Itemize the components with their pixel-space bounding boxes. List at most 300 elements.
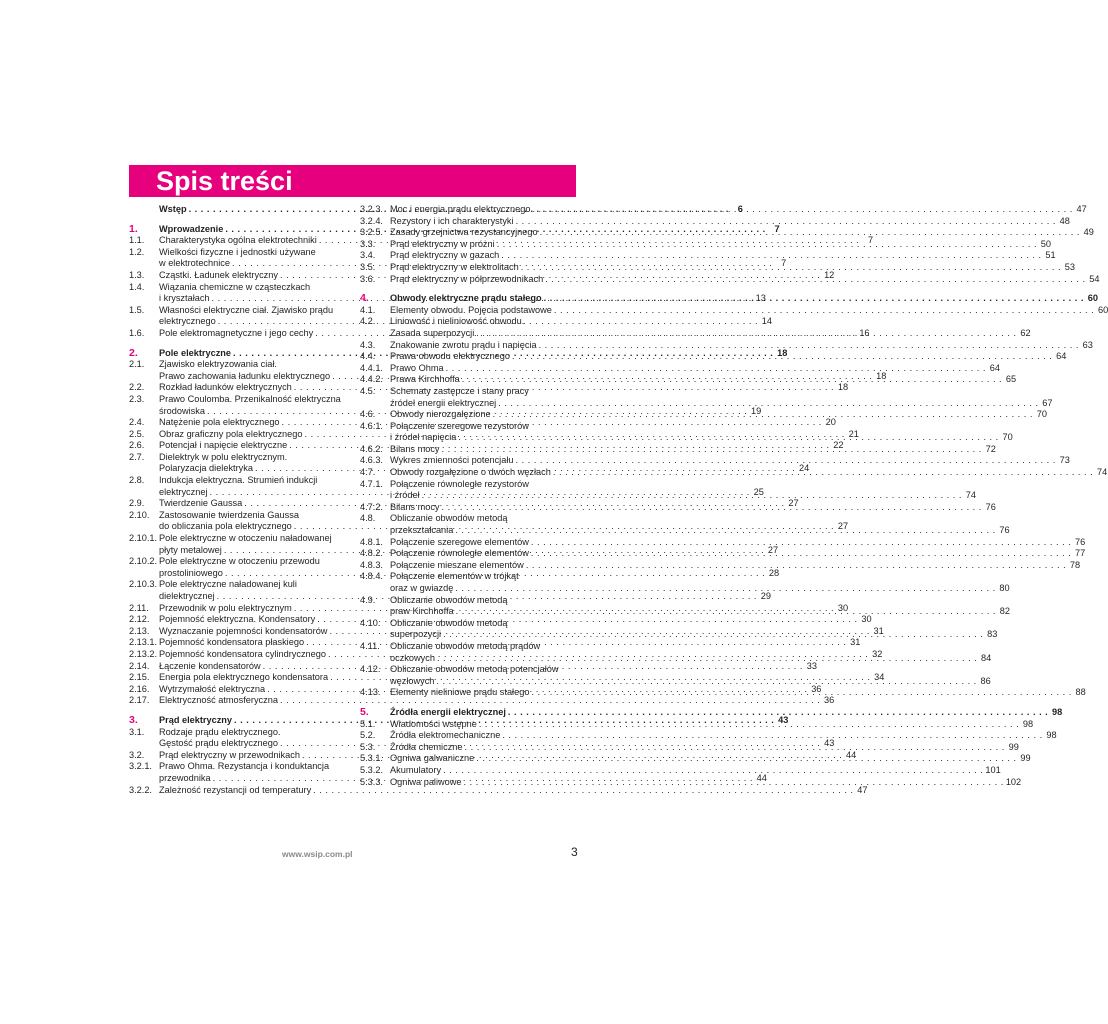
toc-entry-page: 53 [1064, 261, 1075, 272]
toc-entry-title: Elektryczność atmosferyczna [159, 695, 278, 706]
toc-entry-title: praw Kirchhoffa [390, 606, 454, 617]
toc-entry-title: i kryształach [159, 293, 210, 304]
toc-entry-number: 2.12. [129, 614, 150, 625]
toc-entry-number: 4.1. [360, 304, 376, 315]
toc-entry-page: 86 [980, 675, 991, 686]
toc-entry-title: Prawa obwodu elektrycznego [390, 351, 511, 362]
toc-entry-title: elektrycznego [159, 316, 216, 327]
toc-entry-number: 2.5. [129, 428, 145, 439]
toc-entry [129, 695, 835, 707]
toc-entry-page: 70 [1002, 432, 1013, 443]
toc-entry-number: 2.10.2. [129, 556, 158, 567]
toc-entry-number: 3.2.3. [360, 204, 383, 214]
toc-entry-page: 84 [981, 652, 992, 663]
dot-leader [508, 707, 1048, 719]
toc-entry-title: Prąd elektryczny w gazach [390, 250, 500, 261]
toc-entry-page: 12 [824, 269, 835, 280]
toc-entry-title: oczkowych [390, 652, 435, 663]
toc-entry-title: Własności elektryczne ciał. Zjawisko prądu [159, 304, 334, 315]
dot-leader [493, 409, 1033, 421]
toc-entry-number: 4.4. [360, 351, 376, 362]
toc-entry-page: 7 [774, 223, 780, 234]
toc-entry-number: 2.9. [129, 498, 145, 509]
toc-entry-number: 5.3. [360, 741, 376, 752]
toc-entry-page: 36 [824, 695, 835, 706]
toc-entry-number: 5.3.1. [360, 753, 383, 764]
toc-entry-title: Schematy zastępcze i stany pracy [390, 385, 529, 396]
toc-entry-title: Twierdzenie Gaussa [159, 498, 243, 509]
toc-entry [360, 339, 1093, 352]
toc-entry-title: prostoliniowego [159, 567, 223, 578]
toc-entry-number: 1. [129, 222, 138, 235]
dot-leader [437, 653, 977, 665]
toc-entry-title: Obwody nierozgałęzione [390, 409, 491, 420]
toc-entry-page: 82 [999, 606, 1010, 617]
toc-entry-title: Rodzaje prądu elektrycznego. [159, 726, 281, 737]
toc-entry-page: 63 [1082, 339, 1093, 350]
toc-entry-number: 4.7. [360, 467, 376, 478]
toc-entry-title: Pole elektromagnetyczne i jego cechy [159, 327, 314, 338]
toc-entry-page: 13 [755, 293, 766, 304]
dot-leader [540, 227, 1080, 239]
toc-entry-number: 3.5. [360, 261, 376, 272]
toc-entry-page: 99 [1020, 753, 1031, 764]
toc-entry-title: Prawo Ohma. Rezystancja i konduktancja [159, 761, 330, 772]
dot-leader [502, 730, 1042, 742]
toc-entry-page: 20 [825, 417, 836, 428]
toc-entry-number: 3. [129, 713, 138, 726]
toc-entry-title: superpozycji [390, 629, 442, 640]
dot-leader [443, 629, 983, 641]
page-number: 3 [571, 845, 578, 859]
toc-entry-number: 3.3. [360, 238, 376, 249]
toc-entry-title: Elementy nieliniowe prądu stałego [390, 687, 530, 698]
toc-entry-page: 44 [846, 749, 857, 760]
toc-entry-page: 50 [1040, 238, 1051, 249]
toc-entry-title: Pojemność kondensatora płaskiego [159, 637, 305, 648]
toc-entry-number: 3.2.1. [129, 761, 152, 772]
toc-entry-number: 1.2. [129, 246, 145, 257]
toc-entry-page: 64 [989, 362, 1000, 373]
toc-entry-title: Rezystory i ich charakterystyki [390, 215, 514, 226]
toc-entry-title: Prawo zachowania ładunku elektrycznego [159, 370, 331, 381]
toc-entry-number: 2. [129, 346, 138, 359]
toc-entry-number: 4.7.1. [360, 478, 383, 489]
toc-entry-title: Ogniwa paliwowe [390, 776, 462, 787]
toc-entry-title: Pole elektryczne w otoczeniu przewodu [159, 556, 320, 567]
toc-entry-page: 74 [1096, 467, 1108, 478]
toc-entry [360, 227, 1094, 239]
toc-entry-page: 18 [837, 382, 849, 393]
toc-entry-number: 2.11. [129, 602, 149, 613]
toc-entry-number: 1.6. [129, 327, 145, 338]
toc-entry-title: Charakterystyka ogólna elektrotechniki [159, 235, 317, 246]
toc-entry-page: 27 [837, 521, 849, 532]
toc-entry [360, 215, 1070, 228]
toc-entry-page: 34 [874, 672, 885, 683]
toc-entry-page: 80 [999, 583, 1010, 593]
dot-leader [465, 742, 1005, 754]
toc-entry-page: 48 [1059, 215, 1070, 226]
dot-leader [539, 340, 1079, 352]
toc-entry-title: Bilans mocy [390, 501, 440, 512]
toc-entry-number: 3.2.2. [129, 784, 152, 795]
toc-entry-title: Wyznaczanie pojemności kondensatorów [159, 625, 328, 636]
toc-entry [360, 204, 1087, 216]
toc-entry-number: 5.3.2. [360, 764, 383, 775]
dot-leader [516, 216, 1056, 228]
toc-entry-page: 28 [768, 567, 780, 578]
toc-entry-number: 4.6.2. [360, 443, 383, 454]
toc-entry-title: Obraz graficzny pola elektrycznego [159, 428, 303, 439]
toc-entry-title: Wiadomości wstępne [390, 718, 477, 729]
dot-leader [476, 328, 1016, 340]
toc-entry-page: 51 [1045, 250, 1056, 261]
toc-entry-number: 3.2.5. [360, 227, 383, 238]
toc-entry [360, 261, 1075, 274]
dot-leader [462, 374, 1002, 386]
toc-entry-page: 76 [999, 525, 1010, 536]
dot-leader [442, 444, 982, 456]
toc-entry-title: węzłowych [390, 675, 435, 686]
toc-entry-number: 2.2. [129, 382, 145, 393]
toc-entry-title: Pojemność kondensatora cylindrycznego [159, 648, 326, 659]
dot-leader [526, 560, 1066, 572]
toc-entry-number: 5.2. [360, 730, 376, 741]
toc-entry [360, 536, 1086, 549]
dot-leader [458, 432, 998, 444]
toc-entry-title: Wstęp [159, 204, 187, 214]
toc-entry-title: Pojemność elektryczna. Kondensatory [159, 614, 316, 625]
toc-entry-number: 5.3.3. [360, 776, 383, 787]
toc-entry-title: przekształcania [390, 525, 454, 536]
toc-entry-title: Łączenie kondensatorów [159, 660, 261, 671]
toc-entry-number: 4.8.4. [360, 571, 383, 582]
toc-entry-title: Zależność rezystancji od temperatury [159, 784, 312, 795]
toc-entry-page: 101 [985, 764, 1001, 775]
toc-entry-page: 83 [987, 629, 998, 640]
toc-entry-title: Dielektryk w polu elektrycznym. [159, 451, 288, 462]
toc-entry-number: 3.6. [360, 273, 376, 284]
toc-entry-number: 4.10. [360, 617, 381, 628]
dot-leader [531, 537, 1071, 549]
toc-entry-title: Obliczanie obwodów metodą [390, 594, 508, 605]
dot-leader [532, 204, 1072, 216]
dot-leader [464, 777, 1004, 789]
toc-entry-page: 24 [799, 463, 810, 474]
toc-entry [360, 730, 1057, 742]
toc-entry-title: Moc i energia prądu elektrycznego [390, 204, 531, 214]
toc-entry-number: 4.3. [360, 339, 376, 350]
dot-leader [554, 305, 1094, 317]
toc-entry-page: 31 [873, 625, 884, 636]
dot-leader [498, 398, 1038, 410]
toc-entry-page: 98 [1046, 730, 1057, 741]
dot-leader [443, 765, 983, 777]
dot-leader [531, 548, 1071, 560]
toc-entry [129, 784, 868, 797]
toc-entry-title: Polaryzacja dielektryka [159, 463, 253, 474]
toc-entry-page: 49 [1083, 227, 1094, 238]
toc-entry-number: 2.6. [129, 440, 145, 451]
toc-entry-title: Pole elektryczne [159, 347, 232, 358]
dot-leader [497, 239, 1037, 251]
toc-entry-number: 3.4. [360, 250, 376, 261]
toc-entry-title: dielektrycznej [159, 591, 215, 601]
toc-entry-title: Obwody elektryczne prądu stałego [390, 293, 542, 304]
toc-entry-number: 4.11. [360, 640, 380, 651]
title-bar [129, 165, 576, 197]
toc-entry-page: 31 [850, 637, 861, 648]
toc-entry-page: 18 [876, 370, 887, 381]
toc-entry-title: Zjawisko elektryzowania ciał. [159, 359, 277, 370]
toc-entry-number: 2.10. [129, 509, 150, 520]
toc-entry-page: 47 [857, 784, 868, 795]
toc-entry-title: Obwody rozgałęzione o dwóch węzłach [390, 467, 551, 478]
toc-entry-number: 2.13.2. [129, 648, 158, 659]
toc-entry-title: Liniowość i nieliniowość obwodu. [390, 316, 525, 327]
toc-entry [360, 304, 1108, 317]
toc-entry-page: 32 [872, 648, 883, 659]
dot-leader [436, 676, 976, 688]
toc-entry-page: 64 [1056, 351, 1067, 362]
toc-entry-title: Połączenie równoległe rezystorów [390, 478, 529, 489]
toc-entry-page: 25 [753, 486, 764, 497]
dot-leader [442, 502, 982, 514]
toc-entry-title: Gęstość prądu elektrycznego [159, 738, 278, 749]
toc-entry-page: 98 [1022, 718, 1034, 729]
toc-entry-number: 1.1. [129, 235, 145, 246]
toc-entry-page: 21 [848, 428, 859, 439]
footer-url: www.wsip.com.pl [282, 849, 353, 859]
toc-entry-number: 4.13. [360, 687, 381, 698]
toc-entry-title: Bilans mocy [390, 443, 440, 454]
toc-entry-number: 4.8.3. [360, 559, 383, 570]
toc-entry-page: 70 [1036, 409, 1047, 420]
toc-entry-page: 73 [1059, 455, 1070, 466]
toc-entry-title: elektrycznej [159, 486, 208, 497]
toc-entry-title: Wytrzymałość elektryczna [159, 683, 266, 694]
dot-leader [446, 363, 986, 375]
toc-entry-title: Cząstki. Ładunek elektryczny [159, 269, 278, 280]
toc-entry-page: 7 [781, 258, 787, 269]
dot-leader [512, 351, 1052, 363]
toc-entry-page: 78 [1069, 559, 1081, 570]
toc-entry-page: 30 [837, 602, 849, 613]
dot-leader [521, 262, 1061, 274]
toc-entry-title: Akumulatory [390, 764, 442, 775]
dot-leader [501, 250, 1041, 262]
toc-entry-title: Prąd elektryczny w półprzewodnikach [390, 273, 544, 284]
page-title: Spis treści [156, 166, 293, 196]
toc-entry-number: 5. [360, 705, 369, 718]
toc-entry-page: 60 [1087, 293, 1098, 304]
dot-leader [455, 525, 995, 537]
toc-entry-number: 4.6.1. [360, 420, 383, 431]
toc-entry-page: 47 [1076, 204, 1087, 214]
toc-entry-number: 2.17. [129, 695, 150, 706]
toc-entry-title: Pole elektryczne w otoczeniu naładowanej [159, 533, 332, 544]
toc-entry-page: 65 [1005, 374, 1017, 385]
toc-entry-page: 102 [1005, 776, 1022, 787]
toc-entry-title: Wprowadzenie [159, 223, 224, 234]
dot-leader [531, 687, 1071, 699]
toc-entry-title: Rozkład ładunków elektrycznych [159, 382, 292, 393]
toc-entry-number: 2.7. [129, 451, 145, 462]
toc-entry-title: Energia pola elektrycznego kondensatora [159, 672, 329, 683]
toc-entry-title: Połączenie równoległe elementów [390, 548, 529, 559]
toc-entry-page: 67 [1042, 397, 1053, 408]
toc-entry-title: Prawo Coulomba. Przenikalność elektryczna [159, 393, 341, 404]
toc-entry-page: 43 [824, 738, 835, 749]
toc-entry-page: 19 [751, 405, 762, 416]
toc-entry-page: 54 [1089, 273, 1100, 284]
toc-entry-title: Wielkości fizyczne i jednostki używane [159, 246, 316, 257]
toc-entry-number: 2.13.1. [129, 637, 158, 648]
toc-entry-page: 60 [1097, 304, 1108, 315]
toc-entry-page: 16 [859, 327, 870, 338]
toc-entry-page: 99 [1008, 741, 1019, 752]
toc-entry-page: 22 [833, 440, 844, 451]
toc-entry-number: 2.8. [129, 475, 145, 486]
toc-entry-title: Zastosowanie twierdzenia Gaussa [159, 509, 299, 520]
toc-entry-number: 1.5. [129, 304, 145, 315]
toc-entry [360, 362, 1000, 375]
toc-entry-number: 4.6. [360, 409, 376, 420]
dot-leader [422, 490, 962, 502]
toc-entry-title: do obliczania pola elektrycznego [159, 521, 292, 532]
toc-entry-number: 3.2. [129, 749, 145, 760]
toc-entry-page: 27 [767, 544, 779, 555]
toc-entry-title: Natężenie pola elektrycznego [159, 417, 280, 428]
toc-entry-number: 2.13. [129, 625, 150, 636]
toc-entry-title: Wykres zmienności potencjału [390, 455, 514, 466]
toc-entry-title: Prąd elektryczny w przewodnikach [159, 749, 300, 760]
dot-leader [516, 455, 1056, 467]
toc-entry-page: 7 [868, 235, 874, 246]
toc-entry-title: Zasada superpozycji [390, 327, 475, 338]
toc-entry-page: 44 [756, 772, 767, 783]
toc-entry [360, 250, 1056, 262]
toc-entry-page: 77 [1075, 548, 1086, 559]
toc-entry-title: środowiska [159, 405, 205, 416]
toc-entry-title: przewodnika [159, 772, 211, 783]
toc-entry-title: i źródeł [390, 490, 420, 501]
toc-entry-title: Przewodnik w polu elektrycznym [159, 602, 292, 613]
toc-entry-page: 98 [1052, 706, 1063, 717]
toc-entry-number: 2.16. [129, 683, 150, 694]
toc-entry-title: Obliczanie obwodów metodą prądów [390, 640, 541, 651]
toc-entry-title: Obliczanie obwodów metodą potencjałów [390, 664, 559, 675]
dot-leader [479, 719, 1019, 731]
dot-leader [545, 274, 1085, 286]
toc-entry-number: 4.5. [360, 385, 376, 396]
toc-entry-title: i źródeł napięcia [390, 432, 457, 443]
toc-entry-page: 43 [778, 714, 789, 725]
toc-entry-number: 4.8.2. [360, 548, 383, 559]
toc-entry-page: 29 [760, 591, 771, 601]
toc-entry-title: Zasady grzejnictwa rezystancyjnego [390, 227, 538, 238]
toc-entry [360, 238, 1051, 251]
toc-entry-title: Obliczanie obwodów metodą [390, 513, 508, 524]
toc-entry-title: Indukcja elektryczna. Strumień indukcji [159, 475, 318, 486]
toc-entry-title: Połączenie mieszane elementów [390, 559, 524, 570]
toc-entry-number: 4.4.2. [360, 374, 383, 385]
toc-entry-title: Połączenie elementów w trójkąt [390, 571, 519, 582]
toc-entry-page: 76 [1075, 536, 1086, 547]
toc-entry-number: 1.3. [129, 269, 145, 280]
toc-entry-title: oraz w gwiazdę [390, 583, 454, 593]
toc-entry-page: 6 [737, 204, 743, 214]
toc-entry-number: 4.8.1. [360, 536, 383, 547]
toc-entry-title: źródeł energii elektrycznej [390, 397, 497, 408]
toc-entry-number: 4.7.2. [360, 501, 383, 512]
toc-entry-title: Pole elektryczne naładowanej kuli [159, 579, 297, 590]
toc-entry-number: 2.10.3. [129, 579, 158, 590]
toc-entry-page: 14 [761, 316, 772, 327]
toc-entry-page: 36 [811, 683, 822, 694]
toc-entry-title: Prąd elektryczny w elektrolitach [390, 261, 519, 272]
toc-entry [360, 764, 1001, 777]
toc-entry-title: Prąd elektryczny [159, 714, 233, 725]
toc-entry-title: płyty metalowej [159, 544, 222, 555]
toc-entry-page: 33 [806, 660, 817, 671]
toc-entry-number: 3.2.4. [360, 215, 383, 226]
toc-entry-number: 5.1. [360, 718, 376, 729]
toc-entry-number: 4.6.3. [360, 455, 383, 466]
toc-entry-number: 1.4. [129, 281, 145, 292]
toc-entry-number: 4.4.1. [360, 362, 383, 373]
toc-entry-number: 2.4. [129, 417, 145, 428]
toc-entry-page: 27 [788, 498, 799, 509]
toc-entry-title: Źródła energii elektrycznej [390, 706, 506, 717]
toc-entry-page: 88 [1075, 687, 1086, 698]
toc-entry-page: 74 [965, 490, 976, 501]
toc-entry-number: 2.15. [129, 672, 150, 683]
dot-leader [553, 467, 1093, 479]
toc-entry-title: Ogniwa galwaniczne [390, 753, 475, 764]
dot-leader [544, 293, 1084, 305]
toc-entry [360, 455, 1070, 467]
toc-entry-number: 2.10.1. [129, 533, 158, 544]
toc-entry-title: Źródła chemiczne [390, 741, 463, 752]
toc-entry-number: 2.14. [129, 660, 150, 671]
toc-entry-title: Znakowanie zwrotu prądu i napięcia [390, 339, 537, 350]
toc-entry-title: Połączenie szeregowe rezystorów [390, 420, 529, 431]
toc-entry-number: 4.8. [360, 513, 376, 524]
dot-leader [476, 753, 1016, 765]
toc-entry-number: 4. [360, 292, 369, 305]
toc-entry-number: 4.9. [360, 594, 376, 605]
toc-entry-page: 72 [985, 443, 996, 454]
toc-entry-title: Obliczanie obwodów metodą [390, 617, 508, 628]
toc-entry-number: 4.12. [360, 664, 381, 675]
toc-entry-number: 3.1. [129, 726, 145, 737]
toc-entry-title: Prawa Kirchhoffa [390, 374, 460, 385]
dot-leader [455, 583, 995, 595]
toc-entry-page: 30 [861, 614, 872, 625]
toc-entry-title: Potencjał i napięcie elektryczne [159, 440, 288, 451]
toc-entry-page: 18 [777, 347, 788, 358]
toc-entry-number: 2.1. [129, 359, 145, 370]
toc-entry-page: 76 [985, 501, 996, 512]
toc-entry-title: Wiązania chemiczne w cząsteczkach [159, 281, 311, 292]
toc-entry-title: Elementy obwodu. Pojęcia podstawowe [390, 304, 552, 315]
toc-entry-page: 62 [1020, 327, 1031, 338]
toc-entry [360, 559, 1081, 572]
dot-leader [456, 606, 996, 618]
toc-entry-title: Źródła elektromechaniczne [390, 730, 501, 741]
